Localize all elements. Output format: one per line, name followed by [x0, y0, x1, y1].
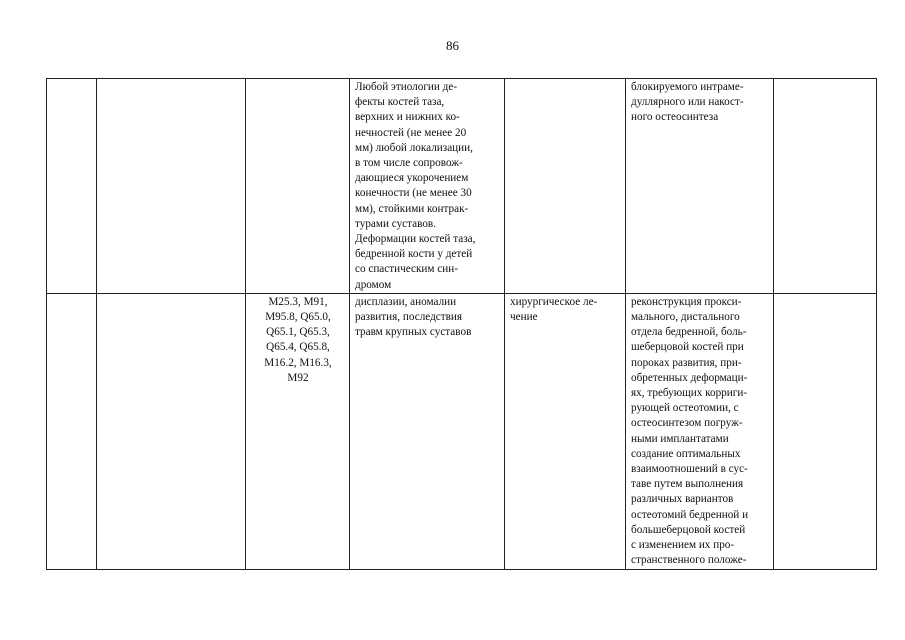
table-cell-group — [97, 79, 246, 294]
table-cell-treatment-type — [505, 79, 626, 294]
table-cell-group — [97, 293, 246, 569]
table-cell-cost — [774, 293, 877, 569]
table-cell-diagnosis: Любой этиологии де- фекты костей таза, верхних и нижних ко- нечностей (не менее 20 мм) любой локализации, в том числе сопровож- дающиеся укорочением конечности (не менее 30 мм), стойкими контрак- турами суставов. Деформации костей таза, бедренной кости у детей со спастическим син- дромом — [350, 79, 505, 294]
table-row — [47, 79, 877, 294]
table-cell-treatment-method: блокируемого интраме- дуллярного или накост- ного остеосинтеза — [626, 79, 774, 294]
document-table — [46, 78, 877, 570]
table-row — [47, 293, 877, 569]
table-cell-icd-codes — [246, 79, 350, 294]
table-cell-treatment-method: реконструкция прокси- мального, дистального отдела бедренной, боль- шеберцовой костей при пороках развития, при- обретенных деформаци- ях, требующих корриги- рующей остеотомии, с остеосинтезом погруж- ными имплантатами создание оптимальных взаимоотношений в сус- таве путем выполнения различных вариантов остеотомий бедренной и большеберцовой костей с изменением их про- странственного положе- — [626, 293, 774, 569]
table-cell-number — [47, 79, 97, 294]
table-cell-cost — [774, 79, 877, 294]
table-cell-diagnosis: дисплазии, аномалии развития, последствия травм крупных суставов — [350, 293, 505, 569]
table-cell-number — [47, 293, 97, 569]
page-number: 86 — [446, 38, 459, 53]
table-cell-treatment-type: хирургическое ле- чение — [505, 293, 626, 569]
table-cell-icd-codes: M25.3, M91, M95.8, Q65.0, Q65.1, Q65.3, Q65.4, Q65.8, M16.2, M16.3, M92 — [246, 293, 350, 569]
